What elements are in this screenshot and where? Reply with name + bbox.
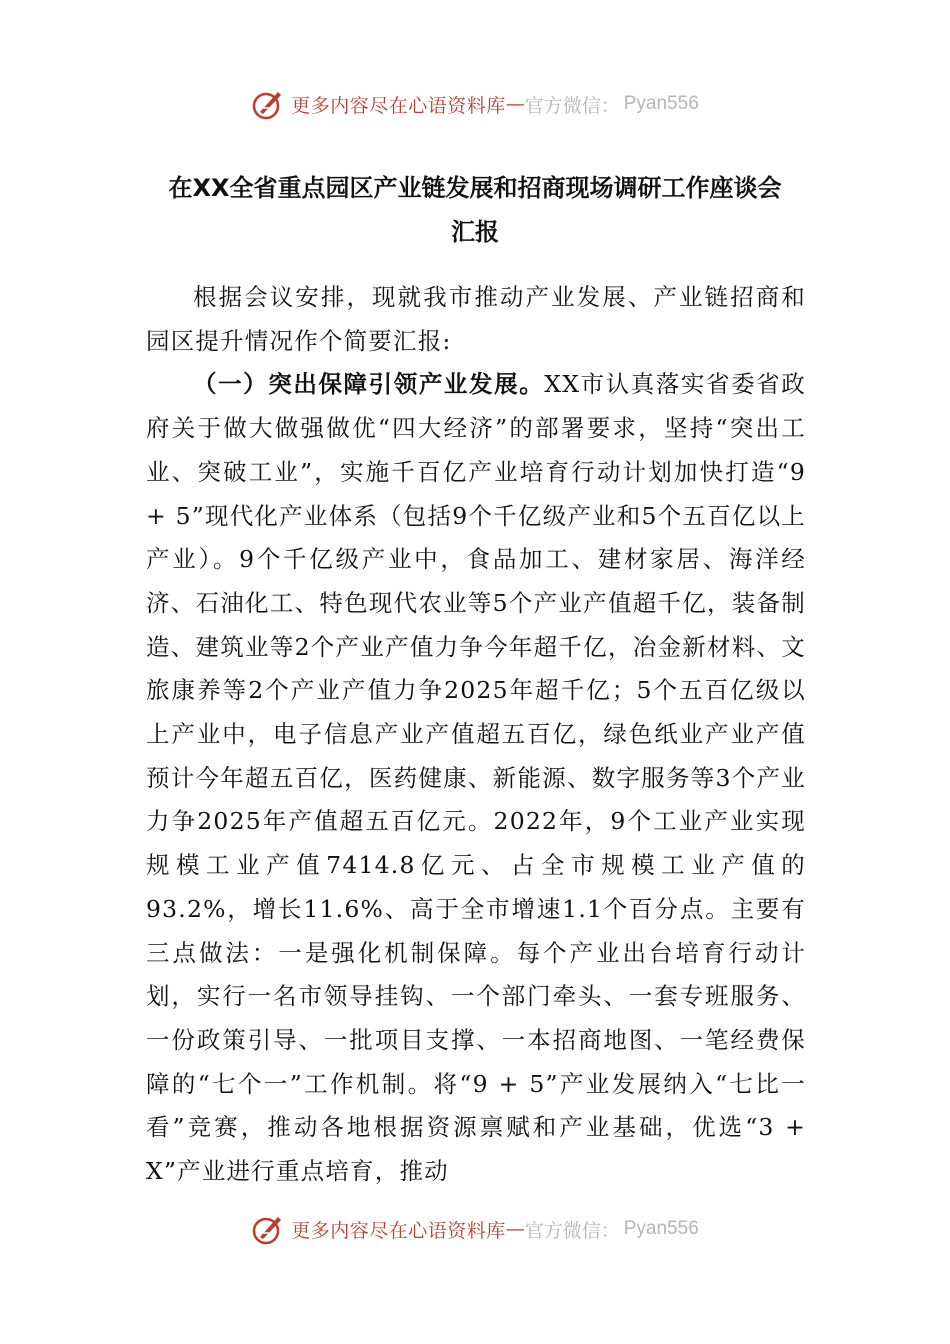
intro-paragraph: 根据会议安排，现就我市推动产业发展、产业链招商和园区提升情况作个简要汇报:	[146, 283, 806, 355]
watermark-wechat-label: 官方微信：	[524, 94, 620, 117]
section1-heading: （一）突出保障引领产业发展。	[193, 370, 545, 399]
watermark-dash: —	[505, 1218, 525, 1240]
watermark-wechat-label: 官方微信：	[524, 1219, 620, 1242]
quill-circle-icon	[251, 1212, 285, 1246]
section1-text: XX市认真落实省委省政府关于做大做强做优“四大经济”的部署要求，坚持“突出工业、突破工业”，实施千百亿产业培育行动计划加快打造“9 + 5”现代化产业体系（包括9个千亿级产业和5个五百亿以上产业）。9个千亿级产业中，食品加工、建材家居、海洋经济、石油化工、特色现代农业等5个产业产值超千亿，装备制造、建筑业等2个产业产值力争今年超千亿，冶金新材料、文旅康养等2个产业产值力争2025年超千亿；5个五百亿级以上产业中，电子信息产业产值超五百亿，绿色纸业产业产值预计今年超五百亿，医药健康、新能源、数字服务等3个产业力争2025年产值超五百亿元。2022年，9个工业产业实现规模工业产值7414.8亿元、占全市规模工业产值的93.2%，增长11.6%、高于全市增速1.1个百分点。主要有三点做法：一是强化机制保障。每个产业出台培育行动计划，实行一名市领导挂钩、一个部门牵头、一套专班服务、一份政策引导、一批项目支撑、一本招商地图、一笔经费保障的“七个一”工作机制。将“9 + 5”产业发展纳入“七比一看”竞赛，推动各地根据资源禀赋和产业基础，优选“3 + X”产业进行重点培育，推动	[146, 370, 806, 1186]
watermark-dash: —	[505, 93, 525, 115]
document-body	[146, 276, 806, 1194]
watermark-header	[0, 84, 950, 124]
quill-circle-icon	[251, 87, 285, 121]
section1-paragraph	[146, 363, 806, 1193]
document-title-line2: 汇报	[451, 218, 499, 246]
watermark-text: 更多内容尽在心语资料库	[291, 94, 506, 117]
document-title-line1: 在XX全省重点园区产业链发展和招商现场调研工作座谈会	[168, 174, 782, 202]
watermark-text: 更多内容尽在心语资料库	[291, 1219, 506, 1242]
watermark-wechat-id: Pyan556	[623, 1218, 699, 1239]
watermark-footer	[0, 1209, 950, 1249]
watermark-wechat-id: Pyan556	[623, 93, 699, 114]
